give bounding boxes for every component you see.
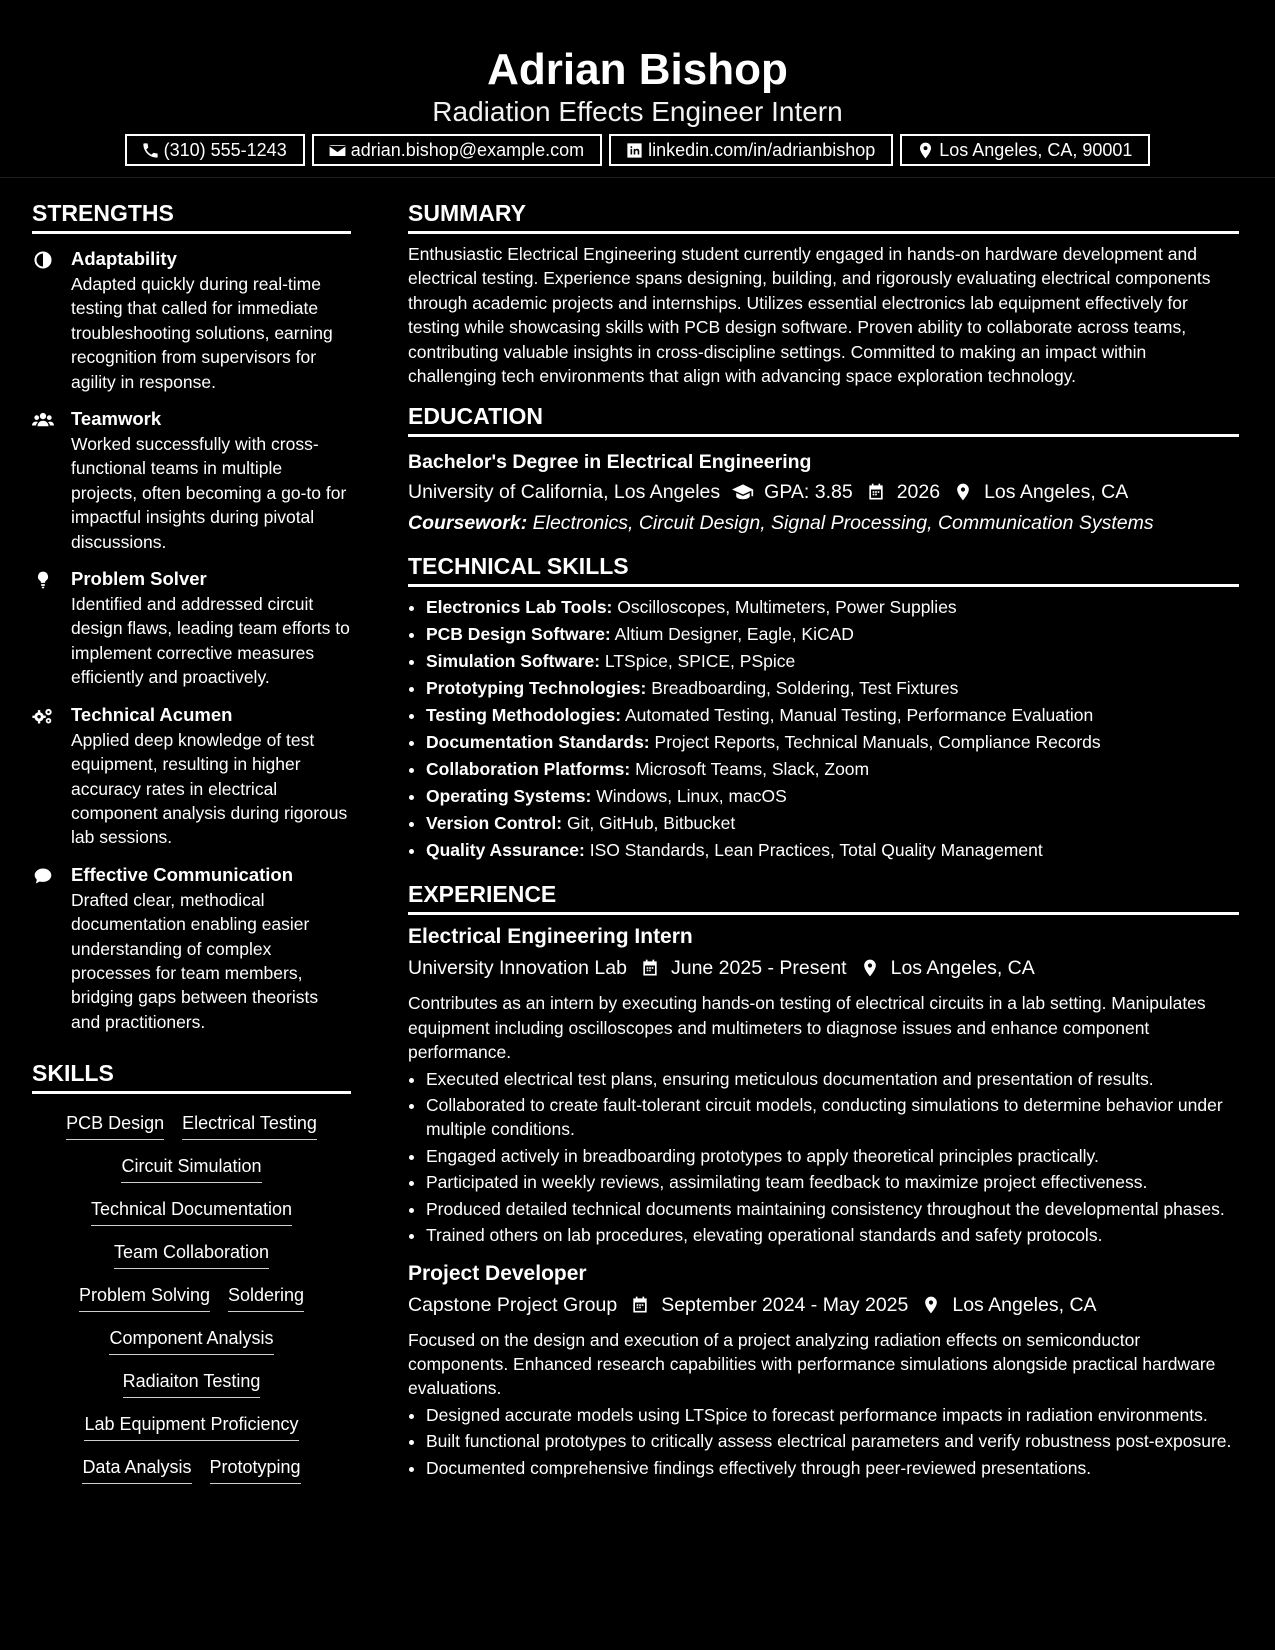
strength-title: Teamwork (71, 408, 162, 430)
list-item: • Documented comprehensive findings effectively through peer-reviewed presentations. (426, 1456, 1239, 1480)
skill-tag: Lab Equipment Proficiency (84, 1410, 298, 1441)
school-location: Los Angeles, CA (984, 481, 1129, 504)
gears-icon (32, 706, 54, 726)
contact-phone[interactable] (125, 134, 305, 166)
contact-linkedin[interactable] (609, 134, 893, 166)
skill-tag: Data Analysis (82, 1453, 191, 1484)
right-column (408, 198, 1239, 1482)
experience-heading: EXPERIENCE (408, 879, 1239, 915)
strength-title: Adaptability (71, 248, 177, 269)
tech-skill-value: LTSpice, SPICE, PSpice (604, 651, 796, 672)
tech-skill-value: Automated Testing, Manual Testing, Performance Evaluation (625, 705, 1094, 726)
list-item: • Designed accurate models using LTSpice to forecast performance impacts in radiation environments. (426, 1403, 1239, 1427)
candidate-name: Adrian Bishop (487, 45, 788, 94)
job-meta (408, 1291, 1239, 1319)
job-description: Focused on the design and execution of a project analyzing radiation effects on semiconductor components. Enhanced research capabilities with performance simulations alongside practical hardware evaluations. (408, 1329, 1216, 1399)
tech-skill-label: PCB Design Software: (426, 624, 611, 645)
strength-item (32, 703, 351, 850)
contact-linkedin-text: linkedin.com/in/adrianbishop (648, 139, 876, 160)
tech-skill-value: Microsoft Teams, Slack, Zoom (635, 759, 870, 780)
job-entry (408, 923, 1239, 1247)
tech-skill-label: Prototyping Technologies: (426, 678, 647, 699)
tech-skill-value: Altium Designer, Eagle, KiCAD (614, 624, 854, 645)
job-bullets (408, 1403, 1239, 1480)
list-item (426, 702, 1239, 729)
speech-bubble-icon (32, 866, 54, 886)
job-dates: September 2024 - May 2025 (661, 1293, 909, 1316)
tech-skill-value: Project Reports, Technical Manuals, Compliance Records (654, 732, 1101, 753)
map-pin-icon (952, 482, 974, 502)
coursework-label: Coursework: (408, 512, 528, 535)
skill-tag: Team Collaboration (114, 1238, 269, 1269)
users-icon (32, 410, 54, 430)
skill-tag: Prototyping (210, 1453, 301, 1484)
tech-skill-value: Windows, Linux, macOS (596, 786, 787, 807)
resume-header (0, 0, 1275, 178)
contact-location-text: Los Angeles, CA, 90001 (939, 139, 1133, 160)
strength-desc: Drafted clear, methodical documentation enabling easier understanding of complex processes for team members, bridging gaps between theorists and practitioners. (71, 889, 319, 1032)
calendar-icon (865, 482, 887, 502)
job-location: Los Angeles, CA (952, 1293, 1097, 1316)
degree-title: Bachelor's Degree in Electrical Engineering (408, 451, 812, 474)
summary-heading: SUMMARY (408, 198, 1239, 234)
list-item: • Produced detailed technical documents maintaining consistency throughout the developmental phases. (426, 1197, 1239, 1221)
list-item: • Engaged actively in breadboarding prototypes to apply theoretical principles practically. (426, 1144, 1239, 1168)
job-org: Capstone Project Group (408, 1293, 618, 1316)
skill-tag: Technical Documentation (91, 1195, 292, 1226)
tech-skill-label: Version Control: (426, 813, 563, 834)
job-title: Electrical Engineering Intern (408, 925, 693, 949)
contact-email[interactable] (312, 134, 602, 166)
skill-tag: Soldering (228, 1281, 304, 1312)
coursework-list: Electronics, Circuit Design, Signal Processing, Communication Systems (532, 512, 1154, 535)
strength-desc: Adapted quickly during real-time testing that called for immediate troubleshooting solutions, earning recognition from supervisors for agility in response. (71, 274, 333, 392)
tech-skill-value: Breadboarding, Soldering, Test Fixtures (651, 678, 959, 699)
skill-tag: Electrical Testing (182, 1109, 317, 1140)
list-item: • Collaborated to create fault-tolerant circuit models, conducting simulations to determine behavior under multiple conditions. (426, 1093, 1239, 1142)
coursework (408, 509, 1239, 537)
skill-tag: Radiaiton Testing (123, 1367, 261, 1398)
list-item (426, 648, 1239, 675)
graduation-year: 2026 (896, 481, 941, 504)
half-circle-icon (32, 250, 54, 270)
list-item (426, 783, 1239, 810)
list-item (426, 837, 1239, 864)
job-dates: June 2025 - Present (670, 957, 847, 980)
contact-location[interactable] (900, 134, 1150, 166)
skill-tag: PCB Design (66, 1109, 164, 1140)
tech-skill-label: Operating Systems: (426, 786, 592, 807)
job-bullets (408, 1067, 1239, 1248)
calendar-icon (629, 1295, 651, 1315)
calendar-icon (639, 958, 661, 978)
strength-item (32, 567, 351, 690)
list-item (426, 594, 1239, 621)
job-title: Project Developer (408, 1261, 587, 1285)
school-name: University of California, Los Angeles (408, 481, 721, 504)
skill-tag: Circuit Simulation (121, 1152, 261, 1183)
strengths-heading: STRENGTHS (32, 198, 351, 234)
technical-skills-heading: TECHNICAL SKILLS (408, 551, 1239, 587)
tech-skill-value: Oscilloscopes, Multimeters, Power Supplies (617, 597, 957, 618)
strength-title: Technical Acumen (71, 703, 233, 725)
candidate-role: Radiation Effects Engineer Intern (432, 96, 843, 127)
strength-desc: Worked successfully with cross-functional teams in multiple projects, often becoming a go-to for impactful insights during pivotal discussions. (71, 434, 347, 552)
phone-icon (141, 141, 160, 160)
summary-text: Enthusiastic Electrical Engineering student currently engaged in hands-on hardware development and electrical testing. Experience spans designing, building, and rigorously evaluating electrical components through academic projects and internships. Utilizes essential electronics lab equipment effectively for testing while showcasing skills with PCB design software. Proven ability to collaborate across teams, contributing valuable insights in cross-discipline settings. Committed to making an impact within challenging tech environments that align with advancing space exploration technology. (408, 244, 1211, 387)
tech-skill-label: Documentation Standards: (426, 732, 650, 753)
list-item (426, 621, 1239, 648)
job-description: Contributes as an intern by executing hands-on testing of electrical circuits in a lab setting. Manipulates equipment including oscilloscopes and multimeters to diagnose issues and enhance component performance. (408, 993, 1206, 1063)
job-meta (408, 954, 1239, 982)
lightbulb-icon (32, 570, 54, 590)
list-item (426, 675, 1239, 702)
strength-item (32, 247, 351, 394)
tech-skill-label: Collaboration Platforms: (426, 759, 631, 780)
linkedin-icon (625, 141, 644, 160)
tech-skill-label: Simulation Software: (426, 651, 601, 672)
left-column (32, 198, 351, 1484)
contact-phone-text: (310) 555-1243 (163, 139, 287, 160)
skills-heading: SKILLS (32, 1058, 351, 1094)
strength-item (32, 863, 351, 1034)
gpa-value: GPA: 3.85 (764, 481, 853, 504)
strength-item (32, 407, 351, 554)
strength-desc: Applied deep knowledge of test equipment, resulting in higher accuracy rates in electrical component analysis during rigorous lab sessions. (71, 729, 348, 848)
map-pin-icon (920, 1295, 942, 1315)
list-item (426, 810, 1239, 837)
strength-title: Problem Solver (71, 568, 207, 590)
strength-desc: Identified and addressed circuit design flaws, leading team efforts to implement corrective measures efficiently and proactively. (71, 594, 350, 688)
skill-tag: Component Analysis (109, 1324, 273, 1355)
education-heading: EDUCATION (408, 401, 1239, 437)
map-pin-icon (859, 958, 881, 978)
envelope-icon (328, 141, 347, 160)
skills-list (32, 1109, 351, 1484)
list-item: • Trained others on lab procedures, elevating operational standards and safety protocols. (426, 1223, 1239, 1247)
education-meta (408, 478, 1239, 506)
job-org: University Innovation Lab (408, 957, 627, 980)
tech-skill-value: Git, GitHub, Bitbucket (567, 813, 736, 834)
tech-skill-value: ISO Standards, Lean Practices, Total Quality Management (589, 840, 1043, 861)
list-item: • Executed electrical test plans, ensuring meticulous documentation and presentation of results. (426, 1067, 1239, 1091)
list-item: • Participated in weekly reviews, assimilating team feedback to maximize project effectiveness. (426, 1170, 1239, 1194)
skill-tag: Problem Solving (79, 1281, 210, 1312)
contact-bar (0, 134, 1275, 166)
tech-skill-label: Testing Methodologies: (426, 705, 622, 726)
job-entry (408, 1260, 1239, 1480)
job-location: Los Angeles, CA (890, 957, 1035, 980)
strength-title: Effective Communication (71, 863, 294, 885)
list-item: • Built functional prototypes to critically assess electrical parameters and verify robustness post-exposure. (426, 1429, 1239, 1453)
contact-email-text: adrian.bishop@example.com (350, 139, 585, 160)
list-item (426, 756, 1239, 783)
tech-skill-label: Quality Assurance: (426, 840, 585, 861)
technical-skills-list (408, 594, 1239, 864)
graduation-cap-icon (732, 482, 754, 502)
list-item (426, 729, 1239, 756)
tech-skill-label: Electronics Lab Tools: (426, 597, 613, 618)
map-pin-icon (916, 141, 935, 160)
